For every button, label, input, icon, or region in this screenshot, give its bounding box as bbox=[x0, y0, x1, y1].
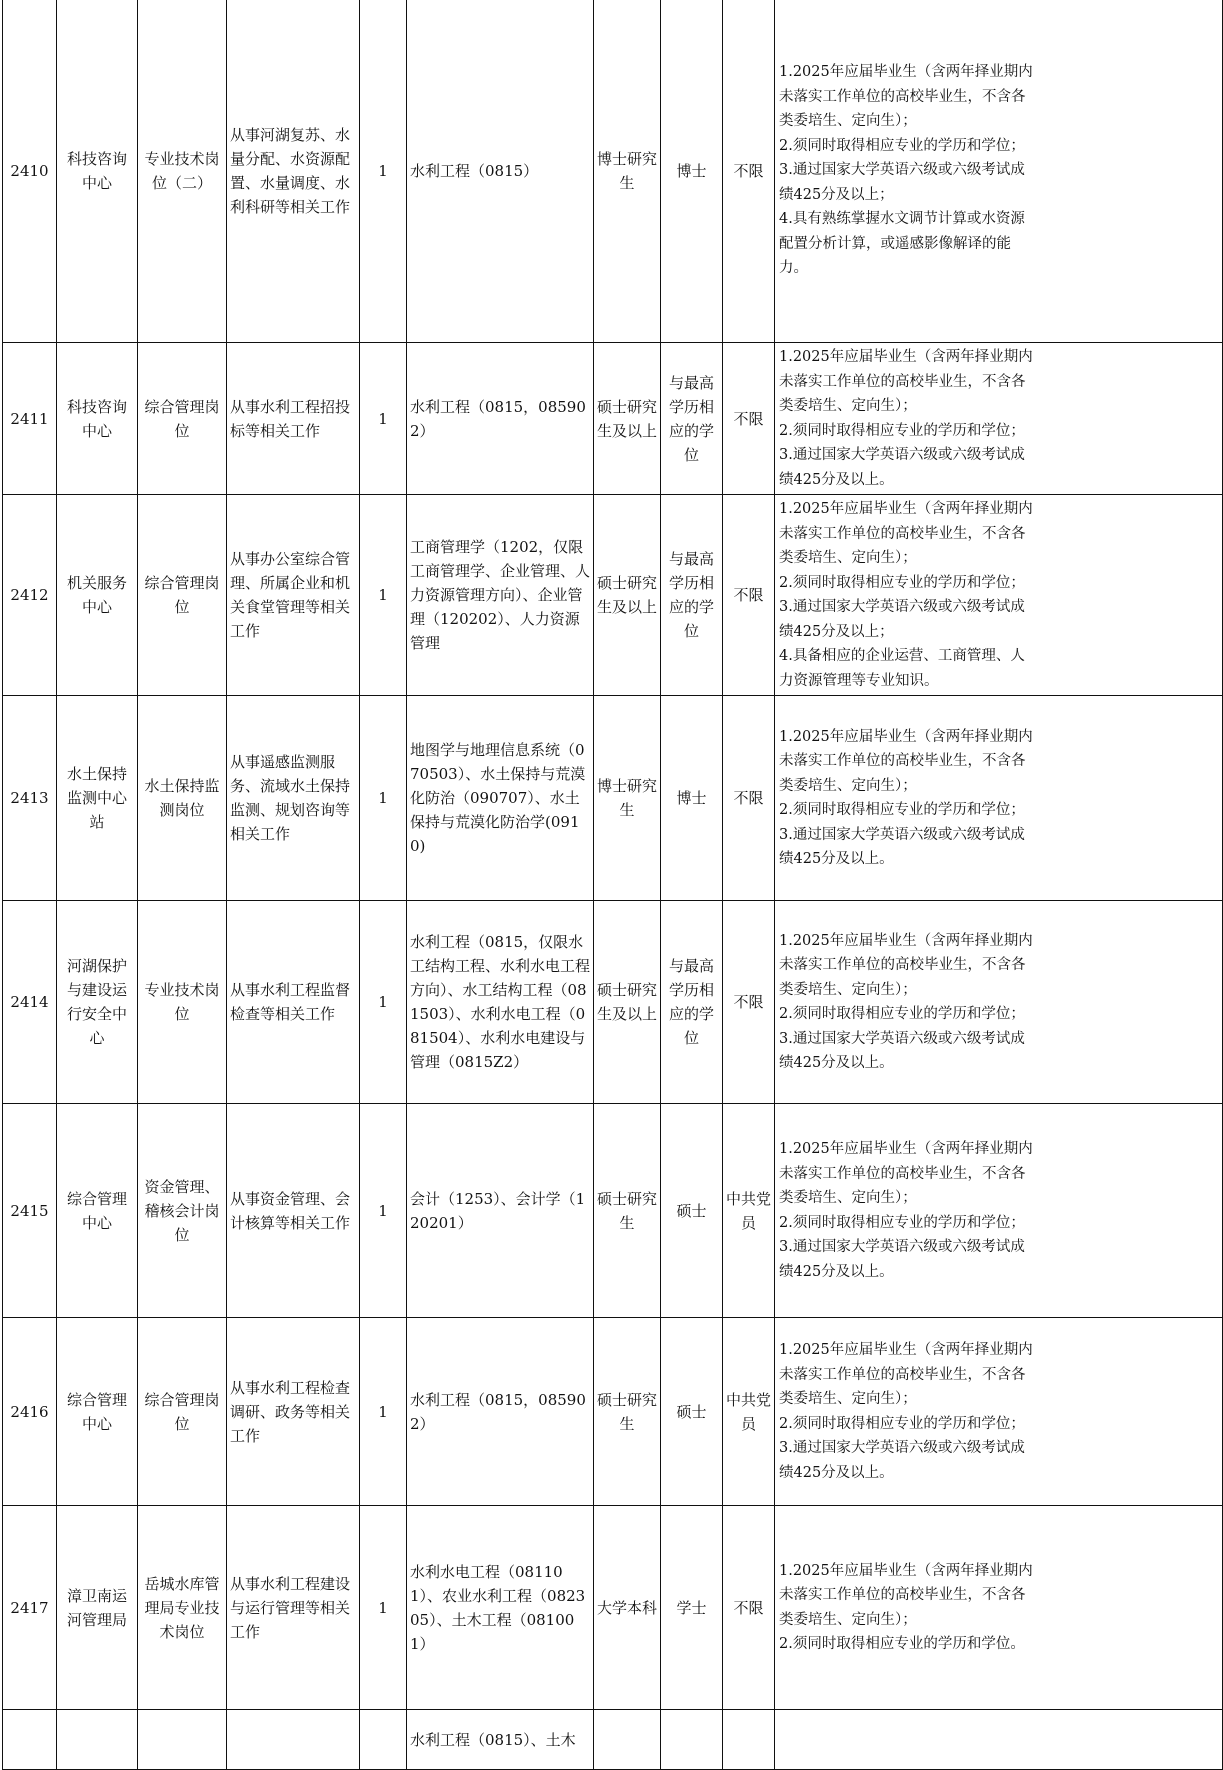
education-cell: 博士研究生 bbox=[594, 0, 661, 343]
requirements-cell bbox=[775, 696, 1223, 901]
requirements-cell bbox=[775, 1710, 1223, 1770]
requirement-line: 未落实工作单位的高校毕业生，不含各 bbox=[779, 957, 1026, 973]
major-cell: 地图学与地理信息系统（070503）、水土保持与荒漠化防治（090707）、水土保持与荒漠化防治学(0910) bbox=[407, 696, 594, 901]
position-name-cell: 专业技术岗位 bbox=[138, 901, 227, 1104]
position-code-cell: 2413 bbox=[3, 696, 57, 901]
requirement-line: 1.2025年应届毕业生（含两年择业期内 bbox=[779, 1562, 1033, 1579]
headcount-cell: 1 bbox=[360, 901, 407, 1104]
position-name-cell bbox=[138, 1710, 227, 1770]
requirement-line: 类委培生、定向生）； bbox=[779, 550, 917, 566]
headcount-cell: 1 bbox=[360, 696, 407, 901]
education-cell bbox=[594, 1710, 661, 1770]
requirements-cell bbox=[775, 1506, 1223, 1710]
degree-cell: 硕士 bbox=[661, 1318, 723, 1506]
unit-cell bbox=[57, 1710, 138, 1770]
requirement-line: 力资源管理等专业知识。 bbox=[779, 672, 939, 689]
requirement-line: 1.2025年应届毕业生（含两年择业期内 bbox=[779, 1141, 1033, 1157]
table-row bbox=[3, 1506, 1223, 1710]
education-cell: 博士研究生 bbox=[594, 696, 661, 901]
requirement-line: 未落实工作单位的高校毕业生，不含各 bbox=[779, 1165, 1026, 1182]
requirement-line: 3.通过国家大学英语六级或六级考试成 bbox=[779, 162, 1025, 179]
table-row bbox=[3, 0, 1223, 343]
duties-cell: 从事水利工程检查调研、政务等相关工作 bbox=[227, 1318, 360, 1506]
political-status-cell: 不限 bbox=[723, 1506, 775, 1710]
position-name-cell: 岳城水库管理局专业技术岗位 bbox=[138, 1506, 227, 1710]
recruitment-table bbox=[2, 0, 1223, 1770]
degree-cell: 学士 bbox=[661, 1506, 723, 1710]
political-status-cell: 不限 bbox=[723, 0, 775, 343]
duties-cell: 从事水利工程建设与运行管理等相关工作 bbox=[227, 1506, 360, 1710]
major-cell: 水利工程（0815，仅限水工结构工程、水利水电工程方向）、水工结构工程（081503）、水利水电工程（081504）、水利水电建设与管理（0815Z2） bbox=[407, 901, 594, 1104]
requirement-line: 3.通过国家大学英语六级或六级考试成 bbox=[779, 599, 1025, 615]
unit-cell: 综合管理中心 bbox=[57, 1104, 138, 1318]
duties-cell: 从事河湖复苏、水量分配、水资源配置、水量调度、水利科研等相关工作 bbox=[227, 0, 360, 343]
duties-cell: 从事水利工程招投标等相关工作 bbox=[227, 343, 360, 495]
major-cell: 水利工程（0815，085902） bbox=[407, 1318, 594, 1506]
duties-cell: 从事水利工程监督检查等相关工作 bbox=[227, 901, 360, 1104]
requirements-cell bbox=[775, 0, 1223, 343]
education-cell: 硕士研究生 bbox=[594, 1104, 661, 1318]
requirement-line: 未落实工作单位的高校毕业生，不含各 bbox=[779, 525, 1026, 542]
degree-cell: 与最高学历相应的学位 bbox=[661, 495, 723, 696]
headcount-cell: 1 bbox=[360, 343, 407, 495]
requirement-line: 2.须同时取得相应专业的学历和学位； bbox=[779, 1214, 1025, 1231]
requirement-line: 1.2025年应届毕业生（含两年择业期内 bbox=[779, 501, 1033, 517]
position-code-cell: 2415 bbox=[3, 1104, 57, 1318]
requirement-line: 类委培生、定向生）； bbox=[779, 981, 917, 998]
requirement-line: 绩425分及以上。 bbox=[779, 851, 894, 867]
major-cell: 水利水电工程（081101）、农业水利工程（082305）、土木工程（081001） bbox=[407, 1506, 594, 1710]
degree-cell: 博士 bbox=[661, 696, 723, 901]
table-row bbox=[3, 1318, 1223, 1506]
requirement-line: 绩425分及以上； bbox=[779, 186, 894, 203]
position-code-cell: 2417 bbox=[3, 1506, 57, 1710]
requirement-line: 3.通过国家大学英语六级或六级考试成 bbox=[779, 447, 1025, 463]
position-name-cell: 综合管理岗位 bbox=[138, 343, 227, 495]
position-code-cell: 2416 bbox=[3, 1318, 57, 1506]
unit-cell: 科技咨询中心 bbox=[57, 0, 138, 343]
headcount-cell: 1 bbox=[360, 495, 407, 696]
position-name-cell: 综合管理岗位 bbox=[138, 1318, 227, 1506]
requirement-line: 3.通过国家大学英语六级或六级考试成 bbox=[779, 826, 1025, 843]
major-cell: 会计（1253）、会计学（120201） bbox=[407, 1104, 594, 1318]
degree-cell: 与最高学历相应的学位 bbox=[661, 343, 723, 495]
requirement-line: 1.2025年应届毕业生（含两年择业期内 bbox=[779, 64, 1033, 81]
requirement-line: 1.2025年应届毕业生（含两年择业期内 bbox=[779, 932, 1033, 949]
major-cell: 工商管理学（1202，仅限工商管理学、企业管理、人力资源管理方向）、企业管理（120202）、人力资源管理 bbox=[407, 495, 594, 696]
education-cell: 硕士研究生及以上 bbox=[594, 343, 661, 495]
duties-cell: 从事资金管理、会计核算等相关工作 bbox=[227, 1104, 360, 1318]
headcount-cell: 1 bbox=[360, 1318, 407, 1506]
duties-cell: 从事遥感监测服务、流域水土保持监测、规划咨询等相关工作 bbox=[227, 696, 360, 901]
headcount-cell: 1 bbox=[360, 1104, 407, 1318]
degree-cell: 博士 bbox=[661, 0, 723, 343]
position-name-cell: 综合管理岗位 bbox=[138, 495, 227, 696]
headcount-cell bbox=[360, 1710, 407, 1770]
requirement-line: 2.须同时取得相应专业的学历和学位； bbox=[779, 802, 1025, 818]
requirement-line: 力。 bbox=[779, 260, 808, 277]
requirement-line: 1.2025年应届毕业生（含两年择业期内 bbox=[779, 349, 1033, 365]
requirement-line: 类委培生、定向生）； bbox=[779, 398, 917, 414]
requirement-line: 4.具有熟练掌握水文调节计算或水资源 bbox=[779, 211, 1025, 228]
requirement-line: 2.须同时取得相应专业的学历和学位； bbox=[779, 1006, 1025, 1022]
requirement-line: 3.通过国家大学英语六级或六级考试成 bbox=[779, 1239, 1025, 1255]
duties-cell bbox=[227, 1710, 360, 1770]
table-row bbox=[3, 495, 1223, 696]
requirement-line: 2.须同时取得相应专业的学历和学位； bbox=[779, 137, 1025, 154]
requirement-line: 2.须同时取得相应专业的学历和学位； bbox=[779, 574, 1025, 591]
headcount-cell: 1 bbox=[360, 0, 407, 343]
requirements-cell bbox=[775, 495, 1223, 696]
requirement-line: 4.具备相应的企业运营、工商管理、人 bbox=[779, 648, 1025, 664]
position-name-cell: 专业技术岗位（二） bbox=[138, 0, 227, 343]
unit-cell: 机关服务中心 bbox=[57, 495, 138, 696]
position-code-cell: 2412 bbox=[3, 495, 57, 696]
political-status-cell: 不限 bbox=[723, 495, 775, 696]
education-cell: 大学本科 bbox=[594, 1506, 661, 1710]
requirement-line: 类委培生、定向生）； bbox=[779, 113, 917, 130]
position-name-cell: 资金管理、稽核会计岗位 bbox=[138, 1104, 227, 1318]
requirement-line: 配置分析计算，或遥感影像解译的能 bbox=[779, 235, 1011, 252]
requirement-line: 未落实工作单位的高校毕业生，不含各 bbox=[779, 373, 1026, 390]
requirement-line: 1.2025年应届毕业生（含两年择业期内 bbox=[779, 728, 1033, 745]
requirement-line: 类委培生、定向生）； bbox=[779, 1611, 917, 1628]
table-row bbox=[3, 1710, 1223, 1770]
requirement-line: 1.2025年应届毕业生（含两年择业期内 bbox=[779, 1342, 1033, 1358]
position-code-cell: 2410 bbox=[3, 0, 57, 343]
unit-cell: 科技咨询中心 bbox=[57, 343, 138, 495]
requirement-line: 未落实工作单位的高校毕业生，不含各 bbox=[779, 88, 1026, 105]
requirements-cell bbox=[775, 1318, 1223, 1506]
requirement-line: 未落实工作单位的高校毕业生，不含各 bbox=[779, 753, 1026, 769]
requirement-line: 类委培生、定向生）； bbox=[779, 777, 917, 794]
education-cell: 硕士研究生及以上 bbox=[594, 901, 661, 1104]
requirement-line: 3.通过国家大学英语六级或六级考试成 bbox=[779, 1030, 1025, 1047]
political-status-cell: 不限 bbox=[723, 696, 775, 901]
position-code-cell bbox=[3, 1710, 57, 1770]
unit-cell: 水土保持监测中心站 bbox=[57, 696, 138, 901]
education-cell: 硕士研究生及以上 bbox=[594, 495, 661, 696]
degree-cell bbox=[661, 1710, 723, 1770]
political-status-cell: 中共党员 bbox=[723, 1104, 775, 1318]
major-cell: 水利工程（0815，085902） bbox=[407, 343, 594, 495]
degree-cell: 硕士 bbox=[661, 1104, 723, 1318]
position-code-cell: 2414 bbox=[3, 901, 57, 1104]
political-status-cell: 中共党员 bbox=[723, 1318, 775, 1506]
political-status-cell: 不限 bbox=[723, 901, 775, 1104]
major-cell: 水利工程（0815） bbox=[407, 0, 594, 343]
requirement-line: 绩425分及以上。 bbox=[779, 1263, 894, 1280]
unit-cell: 漳卫南运河管理局 bbox=[57, 1506, 138, 1710]
political-status-cell: 不限 bbox=[723, 343, 775, 495]
requirements-cell bbox=[775, 901, 1223, 1104]
table-row bbox=[3, 1104, 1223, 1318]
table-row bbox=[3, 343, 1223, 495]
position-code-cell: 2411 bbox=[3, 343, 57, 495]
duties-cell: 从事办公室综合管理、所属企业和机关食堂管理等相关工作 bbox=[227, 495, 360, 696]
unit-cell: 综合管理中心 bbox=[57, 1318, 138, 1506]
requirement-line: 2.须同时取得相应专业的学历和学位； bbox=[779, 1415, 1025, 1432]
table-row bbox=[3, 901, 1223, 1104]
major-cell: 水利工程（0815）、土木 bbox=[407, 1710, 594, 1770]
degree-cell: 与最高学历相应的学位 bbox=[661, 901, 723, 1104]
requirement-line: 未落实工作单位的高校毕业生，不含各 bbox=[779, 1587, 1026, 1603]
requirement-line: 绩425分及以上。 bbox=[779, 1464, 894, 1481]
education-cell: 硕士研究生 bbox=[594, 1318, 661, 1506]
requirement-line: 类委培生、定向生）； bbox=[779, 1391, 917, 1407]
requirement-line: 2.须同时取得相应专业的学历和学位； bbox=[779, 422, 1025, 439]
headcount-cell: 1 bbox=[360, 1506, 407, 1710]
requirements-cell bbox=[775, 343, 1223, 495]
position-name-cell: 水土保持监测岗位 bbox=[138, 696, 227, 901]
requirement-line: 类委培生、定向生）； bbox=[779, 1190, 917, 1206]
unit-cell: 河湖保护与建设运行安全中心 bbox=[57, 901, 138, 1104]
requirement-line: 绩425分及以上。 bbox=[779, 471, 894, 488]
political-status-cell bbox=[723, 1710, 775, 1770]
requirement-line: 2.须同时取得相应专业的学历和学位。 bbox=[779, 1636, 1025, 1652]
requirement-line: 未落实工作单位的高校毕业生，不含各 bbox=[779, 1366, 1026, 1383]
requirements-cell bbox=[775, 1104, 1223, 1318]
requirement-line: 绩425分及以上； bbox=[779, 623, 894, 640]
requirement-line: 3.通过国家大学英语六级或六级考试成 bbox=[779, 1440, 1025, 1456]
requirement-line: 绩425分及以上。 bbox=[779, 1055, 894, 1071]
table-row bbox=[3, 696, 1223, 901]
